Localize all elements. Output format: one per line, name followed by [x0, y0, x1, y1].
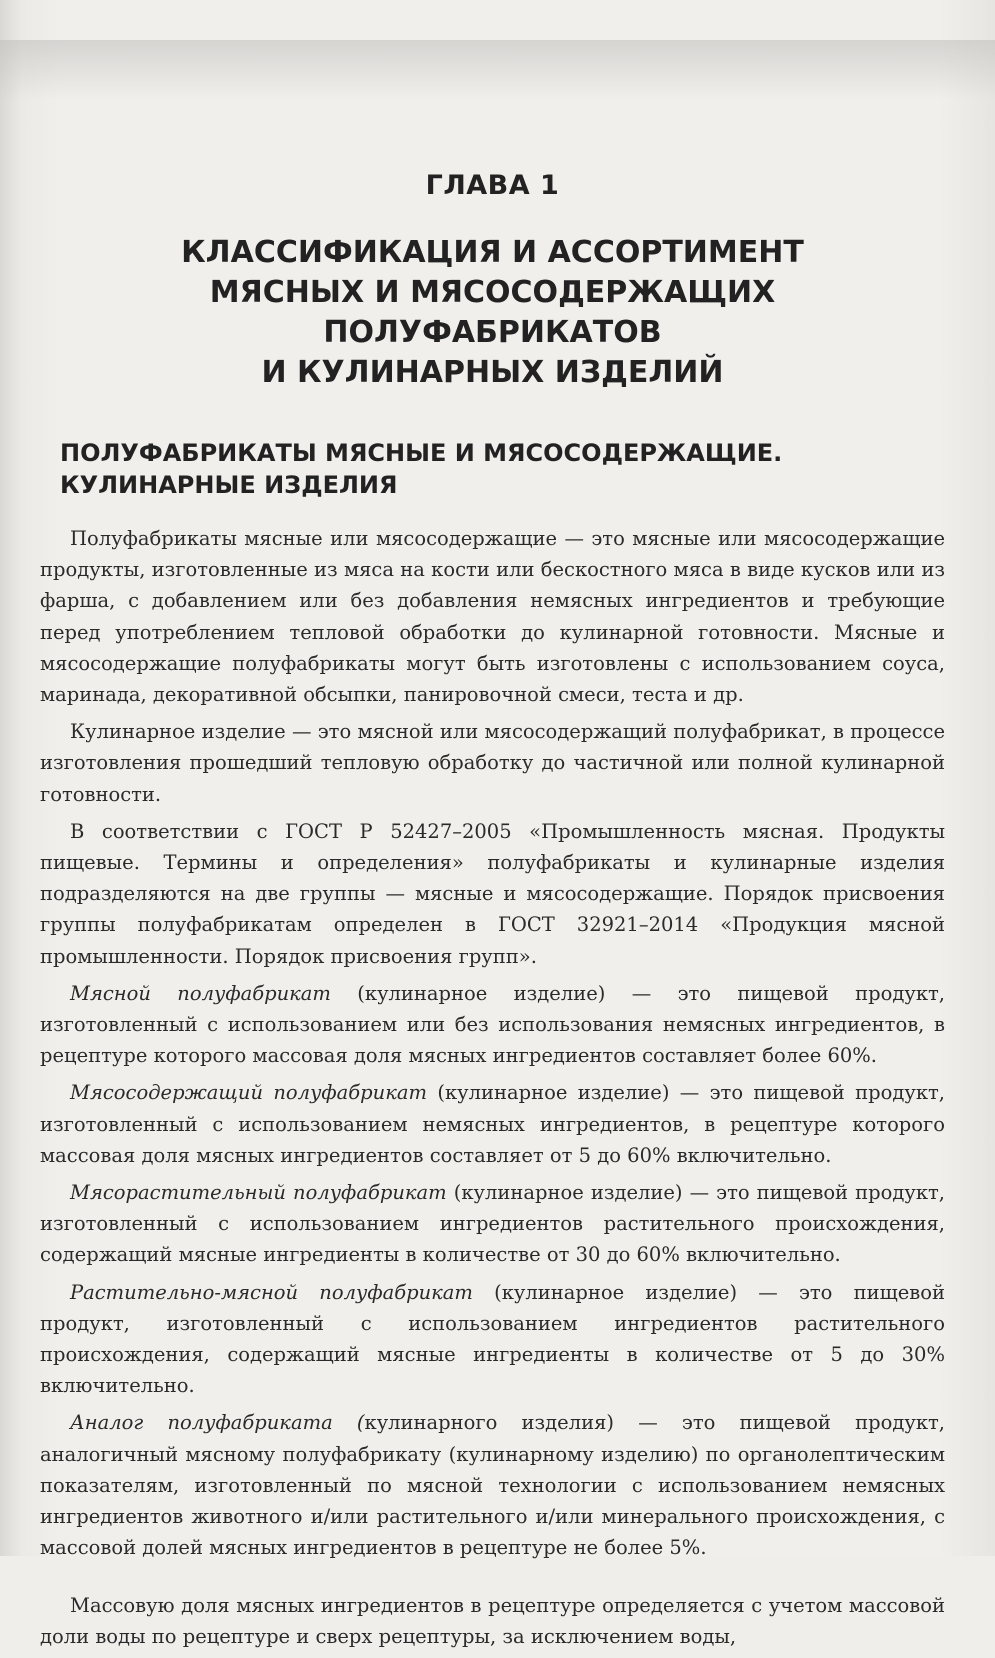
chapter-title [40, 233, 945, 393]
chapter-title-line: КЛАССИФИКАЦИЯ И АССОРТИМЕНТ [181, 235, 804, 270]
defined-term: Растительно-мясной полуфабрикат [70, 1280, 473, 1304]
defined-term: Мясорастительный полуфабрикат [70, 1181, 447, 1205]
paragraph [40, 523, 945, 710]
defined-term: Аналог полуфабриката ( [70, 1411, 365, 1435]
section-title-line: ПОЛУФАБРИКАТЫ МЯСНЫЕ И МЯСОСОДЕРЖАЩИЕ. [60, 439, 783, 467]
paragraph [40, 978, 945, 1072]
chapter-title-line: МЯСНЫХ И МЯСОСОДЕРЖАЩИХ ПОЛУФАБРИКАТОВ [209, 275, 776, 350]
paragraph-text: (кулинарное изделие) — это пищевой продукт, изготовленный с использованием немясных ингредиентов, в рецептуре которого массовая доля мясных ингредиентов составляет от 5 до 60% включительно. [40, 1081, 946, 1167]
page-content [40, 170, 945, 1658]
body-text [40, 523, 945, 1652]
paragraph-text: (кулинарное изделие) — это пищевой продукт, изготовленный с использованием ингредиентов растительного происхождения, содержащий мясные ингредиенты в количестве от 30 до 60% включительно. [40, 1181, 945, 1267]
paragraph [40, 816, 945, 972]
paragraph [40, 1077, 945, 1171]
paragraph-text: (кулинарное изделие) — это пищевой продукт, изготовленный с использованием или без использования немясных ингредиентов, в рецептуре которого массовая доля мясных ингредиентов составляет более 60%. [40, 981, 945, 1068]
paragraph [40, 716, 945, 810]
paragraph-text: кулинарного изделия) — это пищевой продукт, аналогичный мясному полуфабрикату (кулинарному изделию) по органолептическим показателям, изготовленный по мясной технологии с использованием немясных ингредиентов животного и/или растительного и/или минерального происхождения, с массовой долей мясных ингредиентов в рецептуре не более 5%. [40, 1411, 945, 1560]
defined-term: Мясной полуфабрикат [70, 981, 331, 1005]
section-title [60, 437, 945, 501]
paragraph [40, 1277, 945, 1402]
paragraph [40, 1177, 945, 1271]
chapter-title-line: И КУЛИНАРНЫХ ИЗДЕЛИЙ [261, 355, 724, 390]
defined-term: Мясосодержащий полуфабрикат [70, 1081, 427, 1105]
paragraph-text: В соответствии с ГОСТ Р 52427–2005 «Промышленность мясная. Продукты пищевые. Термины и определения» полуфабрикаты и кулинарные изделия подразделяются на две группы — мясные и мясосодержащие. Порядок присвоения группы полуфабрикатам определен в ГОСТ 32921–2014 «Продукция мясной промышленности. Порядок присвоения групп». [40, 819, 945, 968]
paragraph [40, 1590, 945, 1652]
paragraph-text: Кулинарное изделие — это мясной или мясосодержащий полуфабрикат, в процессе изготовления прошедший тепловую обработку до частичной или полной кулинарной готовности. [40, 720, 945, 806]
page-shadow [0, 40, 995, 100]
paragraph-text: (кулинарное изделие) — это пищевой продукт, изготовленный с использованием ингредиентов растительного происхождения, содержащий мясные ингредиенты в количестве от 5 до 30% включительно. [40, 1280, 945, 1398]
paragraph-text: Массовую доля мясных ингредиентов в рецептуре определяется с учетом массовой доли воды по рецептуре и сверх рецептуры, за исключением воды, [40, 1593, 945, 1648]
paragraph [40, 1407, 945, 1563]
section-title-line: КУЛИНАРНЫЕ ИЗДЕЛИЯ [60, 471, 398, 499]
paragraph-text: Полуфабрикаты мясные или мясосодержащие — это мясные или мясосодержащие продукты, изготовленные из мяса на кости или бескостного мяса в виде кусков или из фарша, с добавлением или без добавления немясных ингредиентов и требующие перед употреблением тепловой обработки до кулинарной готовности. Мясные и мясосодержащие полуфабрикаты могут быть изготовлены с использованием соуса, маринада, декоративной обсыпки, панировочной смеси, теста и др. [40, 527, 945, 707]
chapter-label: ГЛАВА 1 [425, 170, 560, 201]
